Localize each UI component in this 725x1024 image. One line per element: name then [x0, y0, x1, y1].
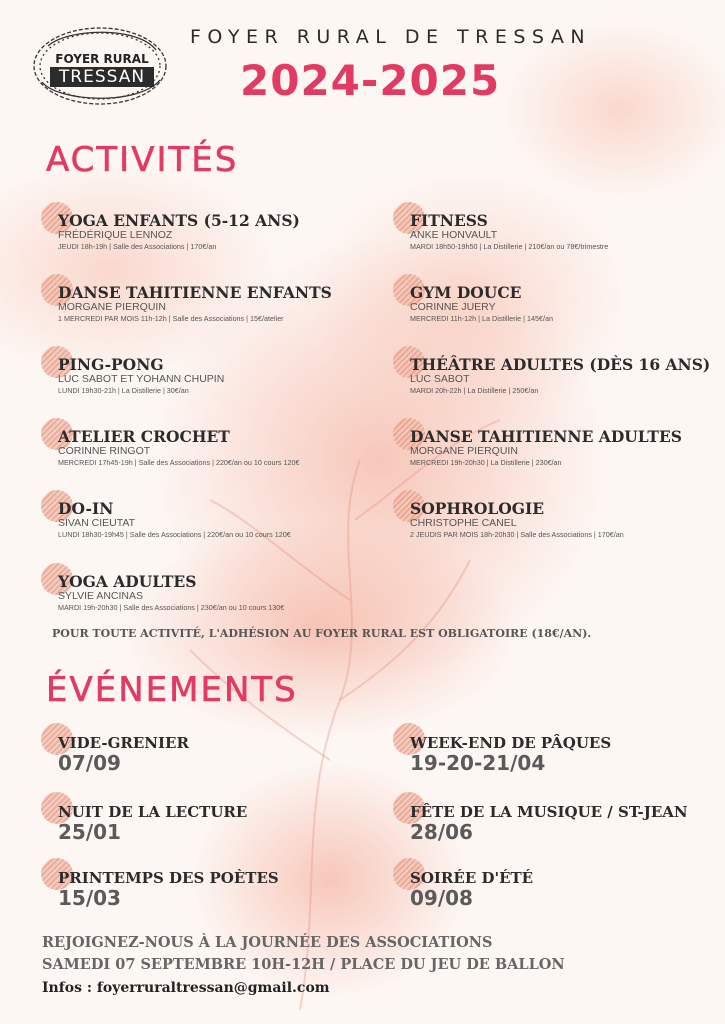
event-vide-grenier — [58, 735, 368, 774]
event-week-end-de-paques — [410, 735, 720, 774]
activity-details: MERCREDI 11h-12h | La Distillerie | 145€/an — [410, 314, 554, 323]
activity-details: MARDI 20h-22h | La Distillerie | 250€/an — [410, 386, 539, 395]
activity-name: DO-IN — [58, 499, 114, 518]
event-name: NUIT DE LA LECTURE — [58, 803, 248, 821]
activity-name: SOPHROLOGIE — [410, 499, 545, 518]
activity-instructor: LUC SABOT — [410, 373, 470, 385]
event-date: 15/03 — [58, 886, 121, 910]
activity-details: MERCREDI 17h45-19h | Salle des Associations | 220€/an ou 10 cours 120€ — [58, 458, 300, 467]
event-date: 28/06 — [410, 820, 473, 844]
activity-name: ATELIER CROCHET — [58, 427, 230, 446]
event-date: 09/08 — [410, 886, 473, 910]
activity-details: JEUDI 18h-19h | Salle des Associations | 170€/an — [58, 242, 217, 251]
activity-instructor: MORGANE PIERQUIN — [58, 301, 166, 313]
activity-fitness — [410, 212, 725, 253]
activity-name: YOGA ADULTES — [58, 572, 197, 591]
event-printemps-des-poetes — [58, 870, 368, 909]
activity-name: PING-PONG — [58, 355, 164, 374]
event-name: FÊTE DE LA MUSIQUE / ST-JEAN — [410, 803, 688, 821]
activity-atelier-crochet — [58, 428, 378, 469]
activity-instructor: LUC SABOT ET YOHANN CHUPIN — [58, 373, 225, 385]
activity-instructor: MORGANE PIERQUIN — [410, 445, 518, 457]
activity-yoga-adultes — [58, 573, 378, 614]
activity-ping-pong — [58, 356, 378, 397]
season-year: 2024-2025 — [240, 56, 501, 105]
footer — [42, 932, 565, 1000]
activity-theatre-adultes — [410, 356, 725, 397]
activity-instructor: SYLVIE ANCINAS — [58, 590, 144, 602]
activity-instructor: FRÉDÉRIQUE LENNOZ — [58, 229, 173, 241]
event-date: 19-20-21/04 — [410, 751, 546, 775]
event-name: WEEK-END DE PÂQUES — [410, 734, 612, 752]
footer-date-place: SAMEDI 07 SEPTEMBRE 10H-12H / PLACE DU JEU DE BALLON — [42, 956, 565, 973]
event-name: SOIRÉE D'ÉTÉ — [410, 869, 534, 887]
activity-details: MARDI 18h50-19h50 | La Distillerie | 210€/an ou 78€/trimestre — [410, 242, 609, 251]
activity-instructor: CORINNE RINGOT — [58, 445, 151, 457]
logo-scribble-icon — [28, 22, 173, 110]
logo-text-top: FOYER RURAL — [55, 52, 149, 66]
activities-heading: ACTIVITÉS — [46, 140, 239, 180]
foyer-rural-logo — [28, 22, 173, 110]
activity-name: DANSE TAHITIENNE ADULTES — [410, 427, 682, 446]
activity-name: GYM DOUCE — [410, 283, 522, 302]
footer-invitation: REJOIGNEZ-NOUS À LA JOURNÉE DES ASSOCIATIONS — [42, 934, 493, 951]
activity-yoga-enfants — [58, 212, 378, 253]
event-date: 25/01 — [58, 820, 121, 844]
activity-do-in — [58, 500, 378, 541]
activity-name: YOGA ENFANTS (5-12 ANS) — [58, 211, 300, 230]
activity-name: FITNESS — [410, 211, 488, 230]
activity-details: LUNDI 18h30-19h45 | Salle des Associations | 220€/an ou 10 cours 120€ — [58, 530, 291, 539]
footer-contact-email: Infos : foyerruraltressan@gmail.com — [42, 980, 330, 996]
activity-instructor: CHRISTOPHE CANEL — [410, 517, 517, 529]
event-name: VIDE-GRENIER — [58, 734, 189, 752]
activity-details: 2 JEUDIS PAR MOIS 18h-20h30 | Salle des Associations | 170€/an — [410, 530, 624, 539]
activity-name: DANSE TAHITIENNE ENFANTS — [58, 283, 332, 302]
activity-details: 1 MERCREDI PAR MOIS 11h-12h | Salle des Associations | 15€/atelier — [58, 314, 284, 323]
activity-danse-tahitienne-enfants — [58, 284, 378, 325]
event-fete-de-la-musique — [410, 804, 720, 843]
activity-instructor: CORINNE JUERY — [410, 301, 496, 313]
activity-gym-douce — [410, 284, 725, 325]
organization-title: FOYER RURAL DE TRESSAN — [190, 26, 592, 48]
activity-details: MERCREDI 19h-20h30 | La Distillerie | 230€/an — [410, 458, 562, 467]
activity-sophrologie — [410, 500, 725, 541]
event-date: 07/09 — [58, 751, 121, 775]
event-nuit-de-la-lecture — [58, 804, 368, 843]
events-heading: ÉVÉNEMENTS — [46, 670, 298, 710]
activity-name: THÉÂTRE ADULTES (DÈS 16 ANS) — [410, 355, 711, 374]
activity-danse-tahitienne-adultes — [410, 428, 725, 469]
membership-note: POUR TOUTE ACTIVITÉ, L'ADHÉSION AU FOYER RURAL EST OBLIGATOIRE (18€/AN). — [52, 627, 592, 640]
activity-instructor: ANKE HONVAULT — [410, 229, 498, 241]
activity-instructor: SIVAN CIEUTAT — [58, 517, 136, 529]
event-soiree-d-ete — [410, 870, 720, 909]
activity-details: LUNDI 19h30-21h | La Distillerie | 30€/an — [58, 386, 189, 395]
activity-details: MARDI 19h-20h30 | Salle des Associations | 230€/an ou 10 cours 130€ — [58, 603, 285, 612]
event-name: PRINTEMPS DES POÈTES — [58, 869, 279, 887]
logo-text-bottom: TRESSAN — [50, 67, 154, 87]
